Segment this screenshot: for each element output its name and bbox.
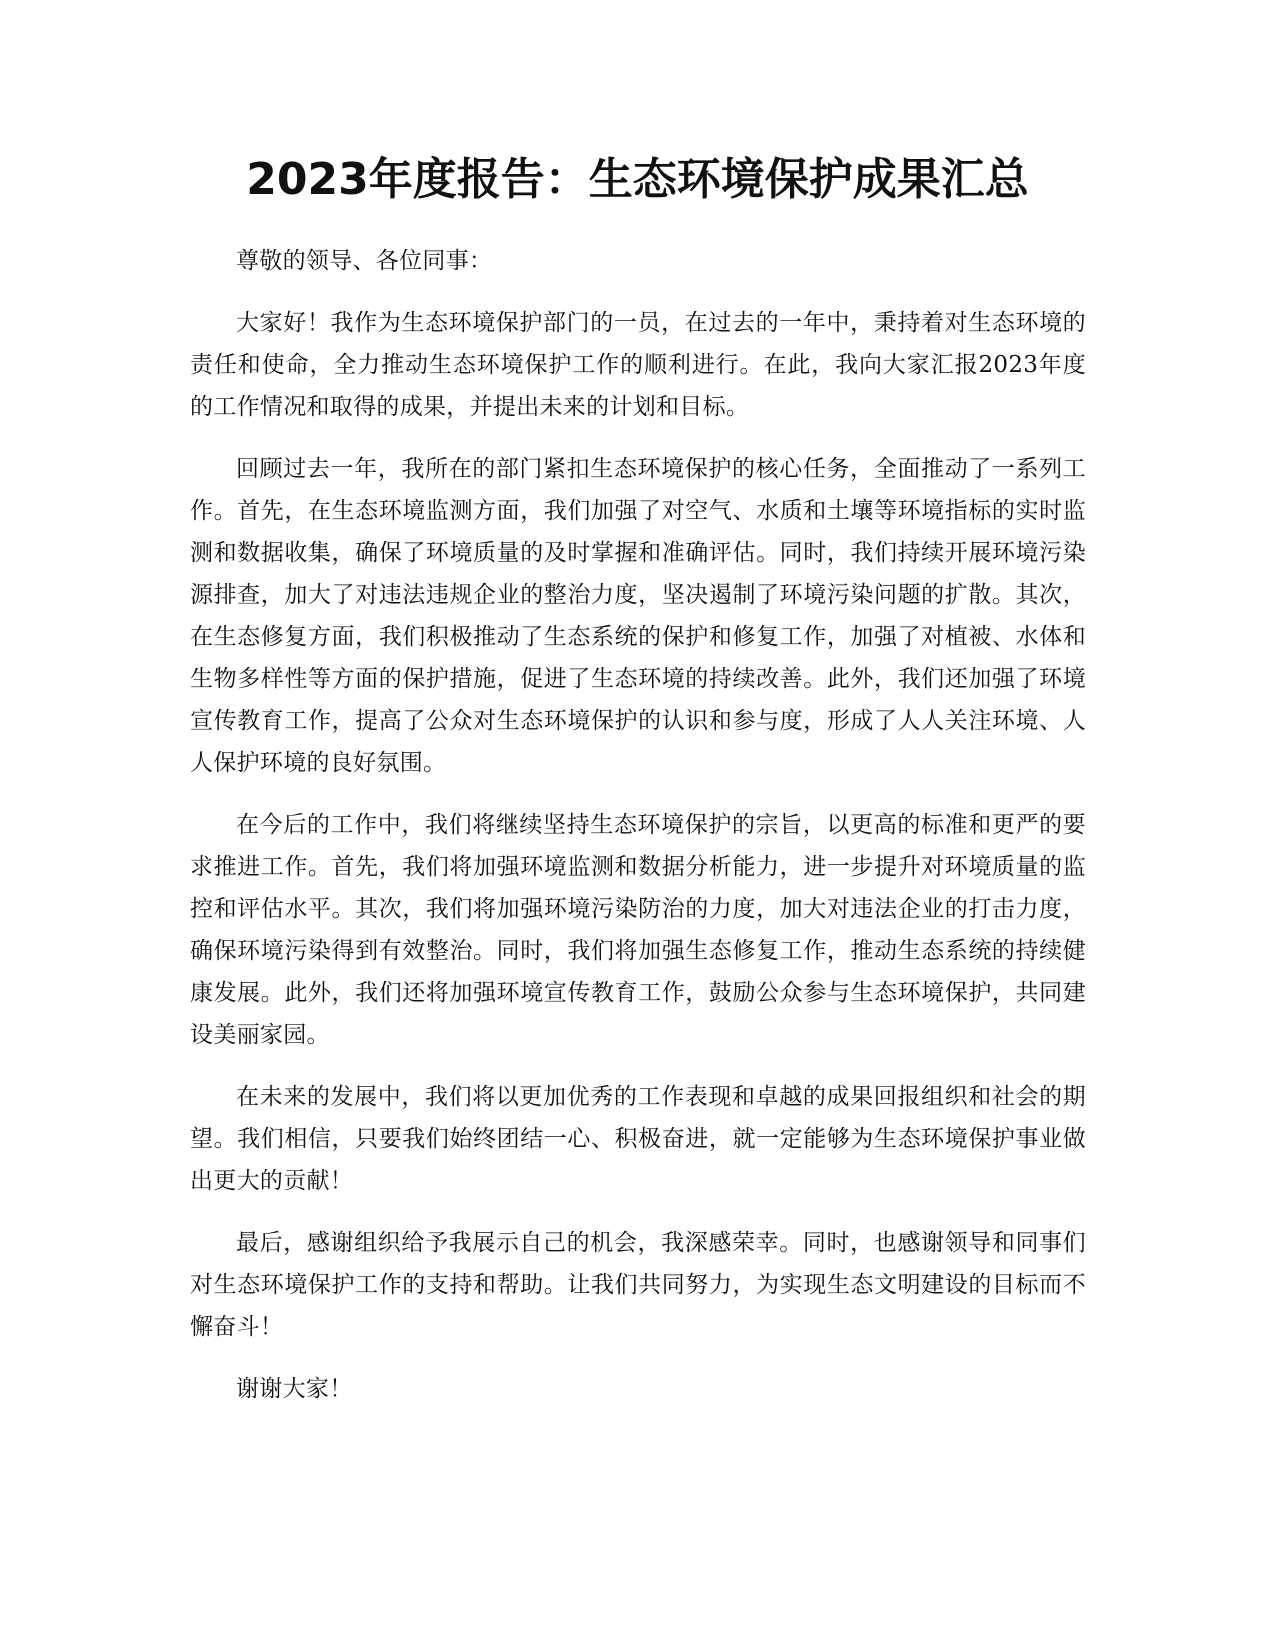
greeting-paragraph: 大家好！我作为生态环境保护部门的一员，在过去的一年中，秉持着对生态环境的责任和使命，全力推动生态环境保护工作的顺利进行。在此，我向大家汇报2023年度的工作情况和取得的成果，并提出未来的计划和目标。 xyxy=(190,310,1086,420)
document-body xyxy=(190,240,1086,1430)
page-title: 2023年度报告：生态环境保护成果汇总 xyxy=(246,154,1029,205)
salutation-paragraph: 尊敬的领导、各位同事： xyxy=(236,248,493,274)
closing-paragraph: 谢谢大家！ xyxy=(236,1376,353,1402)
outlook-paragraph: 在未来的发展中，我们将以更加优秀的工作表现和卓越的成果回报组织和社会的期望。我们相信，只要我们始终团结一心、积极奋进，就一定能够为生态环境保护事业做出更大的贡献！ xyxy=(190,1084,1086,1194)
thanks-paragraph: 最后，感谢组织给予我展示自己的机会，我深感荣幸。同时，也感谢领导和同事们对生态环境保护工作的支持和帮助。让我们共同努力，为实现生态文明建设的目标而不懈奋斗！ xyxy=(190,1230,1086,1340)
review-paragraph: 回顾过去一年，我所在的部门紧扣生态环境保护的核心任务，全面推动了一系列工作。首先，在生态环境监测方面，我们加强了对空气、水质和土壤等环境指标的实时监测和数据收集，确保了环境质量的及时掌握和准确评估。同时，我们持续开展环境污染源排查，加大了对违法违规企业的整治力度，坚决遏制了环境污染问题的扩散。其次，在生态修复方面，我们积极推动了生态系统的保护和修复工作，加强了对植被、水体和生物多样性等方面的保护措施，促进了生态环境的持续改善。此外，我们还加强了环境宣传教育工作，提高了公众对生态环境保护的认识和参与度，形成了人人关注环境、人人保护环境的良好氛围。 xyxy=(190,456,1086,776)
future-work-paragraph: 在今后的工作中，我们将继续坚持生态环境保护的宗旨，以更高的标准和更严的要求推进工作。首先，我们将加强环境监测和数据分析能力，进一步提升对环境质量的监控和评估水平。其次，我们将加强环境污染防治的力度，加大对违法企业的打击力度，确保环境污染得到有效整治。同时，我们将加强生态修复工作，推动生态系统的持续健康发展。此外，我们还将加强环境宣传教育工作，鼓励公众参与生态环境保护，共同建设美丽家园。 xyxy=(190,812,1086,1048)
